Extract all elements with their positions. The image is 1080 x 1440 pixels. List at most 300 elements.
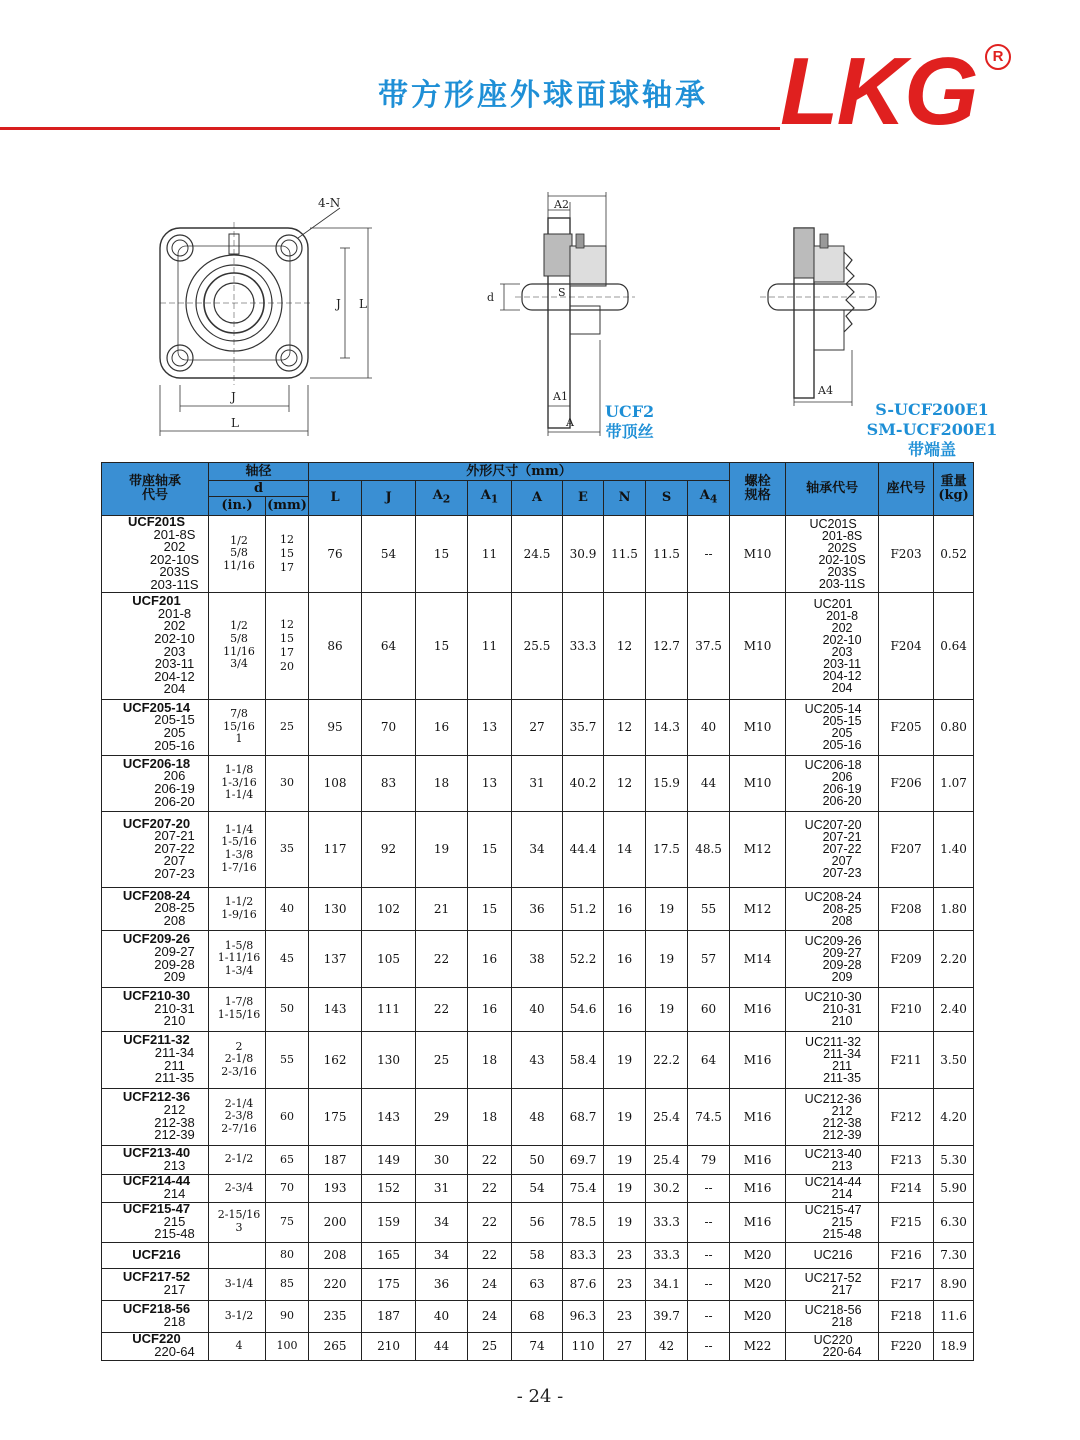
page-number: - 24 - [516, 1386, 564, 1407]
header-bearing-code: 轴承代号 [786, 463, 879, 516]
bore-inch-cell-line: 2-15/16 [217, 1208, 261, 1222]
bore-mm-cell-line: 12 [280, 617, 294, 631]
bearing-code-cell [786, 699, 879, 755]
dim-s-cell: 30.2 [646, 1174, 688, 1202]
dim-j-cell: 175 [362, 1268, 416, 1300]
bore-inch-cell [209, 1332, 266, 1360]
bearing-code-cell [786, 1268, 879, 1300]
dim-a1-cell: 16 [468, 987, 512, 1031]
bore-mm-cell-line: 15 [280, 546, 294, 560]
dim-l-cell: 95 [309, 699, 362, 755]
bore-inch-cell-line: 1-9/16 [221, 907, 257, 921]
dim-a-cell: 58 [512, 1242, 563, 1268]
dim-a1-cell: 22 [468, 1242, 512, 1268]
dim-a-cell: 27 [512, 699, 563, 755]
bore-mm-cell-line: 70 [280, 1181, 294, 1195]
dim-e-cell: 87.6 [563, 1268, 604, 1300]
dim-a1-cell: 24 [468, 1268, 512, 1300]
unit-code-cell-line: 206 [163, 768, 186, 784]
unit-code-cell-line: 218 [163, 1314, 186, 1330]
housing-code-cell: F216 [879, 1242, 934, 1268]
unit-code-cell [102, 987, 209, 1031]
bore-mm-cell-line: 45 [280, 951, 294, 965]
unit-code-cell-line: UCF211-32 [123, 1032, 190, 1048]
dim-e-cell: 110 [563, 1332, 604, 1360]
header-N: N [604, 481, 646, 516]
dim-a1-cell: 16 [468, 930, 512, 987]
bore-inch-cell-line: 1-1/2 [224, 894, 254, 908]
bore-inch-cell-line: 15/16 [223, 719, 255, 733]
dim-bolt-cell: M16 [730, 1031, 786, 1088]
bearing-code-cell-line: 209-28 [822, 957, 862, 972]
label-a: A [566, 416, 574, 429]
dim-j-cell: 83 [362, 755, 416, 811]
header-A2: $A_2$ [416, 481, 468, 516]
bore-inch-cell-line: 7/8 [230, 707, 248, 721]
dim-bolt-cell: M16 [730, 1088, 786, 1145]
dim-a2-cell: 29 [416, 1088, 468, 1145]
bore-mm-cell [266, 592, 309, 699]
dim-a-cell: 43 [512, 1031, 563, 1088]
unit-code-cell-line: 212-39 [154, 1127, 195, 1143]
label-j-horizontal: J [231, 390, 236, 404]
dim-a-cell: 54 [512, 1174, 563, 1202]
unit-code-cell [102, 887, 209, 930]
bore-inch-cell [209, 755, 266, 811]
dim-l-cell: 86 [309, 592, 362, 699]
dim-n-cell: 19 [604, 1174, 646, 1202]
bearing-code-cell-line: UC215-47 [804, 1203, 862, 1218]
dim-s-cell: 42 [646, 1332, 688, 1360]
table-row [102, 699, 974, 755]
bore-mm-cell [266, 1268, 309, 1300]
housing-code-cell: F220 [879, 1332, 934, 1360]
table-row [102, 1332, 974, 1360]
unit-code-cell-line: 203-11S [150, 576, 199, 592]
dim-a1-cell: 11 [468, 516, 512, 593]
dim-s-cell: 22.2 [646, 1031, 688, 1088]
unit-code-cell-line: 205-16 [154, 737, 195, 753]
bearing-code-cell-line: 206-19 [822, 782, 862, 797]
dim-e-cell: 44.4 [563, 811, 604, 887]
table-row [102, 811, 974, 887]
bore-mm-cell [266, 887, 309, 930]
bearing-code-cell-line: 213 [831, 1158, 853, 1173]
dim-a1-cell: 22 [468, 1174, 512, 1202]
bearing-code-cell-line: 218 [831, 1315, 853, 1330]
bearing-code-cell-line: 220-64 [822, 1345, 862, 1360]
housing-code-cell: F217 [879, 1268, 934, 1300]
dim-a1-cell: 15 [468, 887, 512, 930]
unit-code-cell [102, 1202, 209, 1242]
dim-a4-cell: -- [688, 1242, 730, 1268]
dim-s-cell: 39.7 [646, 1300, 688, 1332]
unit-code-cell-line: 220-64 [154, 1344, 195, 1360]
dim-e-cell: 96.3 [563, 1300, 604, 1332]
dim-l-cell: 162 [309, 1031, 362, 1088]
caption-ucf2-line1: UCF2 [605, 402, 655, 421]
dim-a-cell: 40 [512, 987, 563, 1031]
unit-code-cell-line: 210 [163, 1013, 186, 1029]
bearing-code-cell-line: 201-8S [821, 528, 863, 543]
housing-code-cell: F214 [879, 1174, 934, 1202]
unit-code-cell-line: UCF213-40 [122, 1144, 191, 1160]
bore-inch-cell-line: 1-3/4 [224, 963, 254, 977]
weight-cell: 5.30 [934, 1145, 974, 1174]
dim-a1-cell: 13 [468, 755, 512, 811]
dim-j-cell: 210 [362, 1332, 416, 1360]
bearing-code-cell-line: 207-23 [822, 866, 862, 881]
dim-a4-cell: -- [688, 1332, 730, 1360]
dim-l-cell: 208 [309, 1242, 362, 1268]
dim-a-cell: 56 [512, 1202, 563, 1242]
dim-l-cell: 193 [309, 1174, 362, 1202]
bore-inch-cell-line: 2-3/8 [224, 1109, 254, 1123]
unit-code-cell-line: 205 [163, 725, 186, 741]
end-cover-drawing [760, 228, 880, 406]
dim-a-cell: 74 [512, 1332, 563, 1360]
unit-code-cell-line: 203S [159, 564, 190, 580]
bearing-code-cell-line: UC210-30 [804, 990, 862, 1005]
label-l-vertical: L [359, 297, 367, 311]
bore-inch-cell [209, 1242, 266, 1268]
unit-code-cell-line: 201-8S [153, 526, 196, 542]
bearing-code-cell [786, 592, 879, 699]
table-row [102, 755, 974, 811]
dim-a1-cell: 11 [468, 592, 512, 699]
dim-s-cell: 19 [646, 930, 688, 987]
table-row [102, 1031, 974, 1088]
bore-inch-cell [209, 987, 266, 1031]
unit-code-cell-line: 209-28 [154, 956, 195, 972]
bore-mm-cell [266, 930, 309, 987]
unit-code-cell-line: UCF210-30 [122, 988, 191, 1004]
dim-s-cell: 14.3 [646, 699, 688, 755]
dim-s-cell: 33.3 [646, 1242, 688, 1268]
unit-code-cell-line: 208-25 [154, 900, 195, 916]
header-housing-code: 座代号 [879, 463, 934, 516]
bearing-code-cell-line: 202S [827, 540, 857, 555]
weight-cell: 2.40 [934, 987, 974, 1031]
dim-n-cell: 16 [604, 987, 646, 1031]
dim-l-cell: 108 [309, 755, 362, 811]
dim-n-cell: 23 [604, 1268, 646, 1300]
bearing-code-cell-line: 212-38 [822, 1115, 862, 1130]
bearing-code-cell-line: 202-10 [822, 632, 862, 647]
bearing-code-cell-line: UC207-20 [804, 818, 862, 833]
dim-bolt-cell: M10 [730, 755, 786, 811]
bore-inch-cell-line: 4 [235, 1338, 243, 1352]
bore-inch-cell-line: 1-1/4 [224, 822, 254, 836]
dim-s-cell: 19 [646, 987, 688, 1031]
label-a1: A1 [553, 390, 568, 403]
dim-l-cell: 220 [309, 1268, 362, 1300]
header-A: A [512, 481, 563, 516]
bore-inch-cell [209, 811, 266, 887]
unit-code-cell-line: 202-10 [154, 630, 195, 646]
bore-mm-cell-line: 15 [280, 631, 294, 645]
bore-inch-cell-line: 2-3/16 [221, 1064, 257, 1078]
table-row [102, 930, 974, 987]
bore-mm-cell-line: 85 [280, 1277, 294, 1291]
dim-a-cell: 24.5 [512, 516, 563, 593]
unit-code-cell-line: UCF201 [132, 593, 181, 609]
housing-code-cell: F215 [879, 1202, 934, 1242]
unit-code-cell [102, 1174, 209, 1202]
dim-e-cell: 51.2 [563, 887, 604, 930]
weight-cell: 7.30 [934, 1242, 974, 1268]
unit-code-cell-line: UCF212-36 [122, 1089, 191, 1105]
dim-a2-cell: 21 [416, 887, 468, 930]
bearing-code-cell-line: 206 [831, 770, 853, 785]
bore-mm-cell-line: 20 [280, 659, 294, 673]
dim-a1-cell: 15 [468, 811, 512, 887]
housing-code-cell: F203 [879, 516, 934, 593]
unit-code-cell [102, 1031, 209, 1088]
dim-a4-cell: 79 [688, 1145, 730, 1174]
dim-bolt-cell: M20 [730, 1268, 786, 1300]
unit-code-cell-line: 206-20 [154, 793, 195, 809]
unit-code-cell [102, 592, 209, 699]
header-dimensions: 外形尺寸（mm） [309, 463, 730, 481]
header-E: E [563, 481, 604, 516]
dim-n-cell: 23 [604, 1242, 646, 1268]
unit-code-cell-line: UCF205-14 [122, 699, 191, 715]
bearing-code-cell-line: 203-11 [823, 656, 862, 671]
bearing-code-cell [786, 1242, 879, 1268]
dim-a1-cell: 24 [468, 1300, 512, 1332]
weight-cell: 0.80 [934, 699, 974, 755]
bore-inch-cell-line: 2-1/8 [224, 1052, 254, 1066]
bore-inch-cell-line: 5/8 [230, 546, 248, 560]
dim-a2-cell: 15 [416, 592, 468, 699]
dim-j-cell: 54 [362, 516, 416, 593]
housing-code-cell: F204 [879, 592, 934, 699]
bearing-code-cell [786, 516, 879, 593]
bore-inch-cell-line: 1-3/16 [221, 775, 257, 789]
weight-cell: 8.90 [934, 1268, 974, 1300]
bearing-code-cell-line: 214 [831, 1187, 853, 1202]
bore-inch-cell-line: 1-3/8 [224, 848, 254, 862]
dim-j-cell: 92 [362, 811, 416, 887]
bore-inch-cell [209, 930, 266, 987]
unit-code-cell-line: 202 [163, 618, 186, 634]
unit-code-cell-line: 211-35 [154, 1070, 195, 1086]
dim-a2-cell: 34 [416, 1242, 468, 1268]
table-row [102, 1268, 974, 1300]
caption-ucf2-line2: 带顶丝 [605, 422, 654, 441]
registered-mark: R [985, 44, 1011, 70]
bearing-code-cell-line: 204-12 [822, 668, 862, 683]
bore-inch-cell-line: 3-1/4 [224, 1276, 254, 1290]
bore-inch-cell [209, 592, 266, 699]
table-row [102, 1088, 974, 1145]
label-a2: A2 [554, 198, 569, 211]
dim-a4-cell: -- [688, 1268, 730, 1300]
page-title: 带方形座外球面球轴承 [378, 78, 708, 113]
table-row [102, 1300, 974, 1332]
unit-code-cell [102, 811, 209, 887]
dim-bolt-cell: M16 [730, 987, 786, 1031]
dim-e-cell: 33.3 [563, 592, 604, 699]
bore-inch-cell-line: 2-1/4 [224, 1096, 254, 1110]
bore-inch-cell-line: 3-1/2 [224, 1308, 254, 1322]
table-row [102, 1174, 974, 1202]
weight-cell: 1.40 [934, 811, 974, 887]
label-s: S [558, 286, 566, 299]
unit-code-cell-line: UCF218-56 [122, 1301, 191, 1317]
bearing-code-cell-line: 201-8 [826, 608, 859, 623]
bore-mm-cell [266, 699, 309, 755]
dim-a4-cell: -- [688, 1300, 730, 1332]
dim-a1-cell: 22 [468, 1202, 512, 1242]
unit-code-cell-line: 212 [163, 1101, 186, 1117]
dim-j-cell: 111 [362, 987, 416, 1031]
dim-bolt-cell: M20 [730, 1242, 786, 1268]
bore-inch-cell [209, 1268, 266, 1300]
bearing-code-cell-line: UC201 [813, 596, 853, 611]
dim-n-cell: 23 [604, 1300, 646, 1332]
header-rule [0, 127, 780, 130]
dim-l-cell: 76 [309, 516, 362, 593]
bearing-code-cell-line: 217 [831, 1283, 853, 1298]
header-mm: (mm) [266, 497, 309, 516]
dim-n-cell: 27 [604, 1332, 646, 1360]
bore-mm-cell [266, 755, 309, 811]
unit-code-cell-line: 214 [163, 1186, 186, 1202]
dim-a2-cell: 16 [416, 699, 468, 755]
bearing-code-cell-line: UC218-56 [804, 1303, 862, 1318]
bearing-code-cell [786, 1031, 879, 1088]
dim-l-cell: 175 [309, 1088, 362, 1145]
unit-code-cell-line: 215 [163, 1213, 186, 1229]
dim-l-cell: 137 [309, 930, 362, 987]
dim-a-cell: 34 [512, 811, 563, 887]
header-d: d [209, 481, 309, 497]
dim-a4-cell: 60 [688, 987, 730, 1031]
dim-bolt-cell: M12 [730, 887, 786, 930]
bearing-code-cell [786, 1332, 879, 1360]
dim-n-cell: 12 [604, 755, 646, 811]
bearing-code-cell-line: 215-48 [822, 1227, 862, 1242]
dim-bolt-cell: M10 [730, 592, 786, 699]
bore-inch-cell-line: 2 [235, 1039, 243, 1053]
dim-n-cell: 14 [604, 811, 646, 887]
unit-code-cell-line: 208 [163, 912, 186, 928]
bearing-code-cell-line: 209 [831, 969, 853, 984]
bearing-code-cell-line: 203 [831, 644, 853, 659]
dim-a-cell: 50 [512, 1145, 563, 1174]
bearing-code-cell-line: 210 [831, 1014, 853, 1029]
dim-a2-cell: 34 [416, 1202, 468, 1242]
bore-mm-cell-line: 65 [280, 1152, 294, 1166]
header-A4: $A_4$ [688, 481, 730, 516]
dim-e-cell: 58.4 [563, 1031, 604, 1088]
bore-inch-cell-line: 2-7/16 [221, 1121, 257, 1135]
bearing-code-cell-line: UC217-52 [804, 1271, 862, 1286]
dim-a1-cell: 18 [468, 1031, 512, 1088]
dim-j-cell: 152 [362, 1174, 416, 1202]
unit-code-cell-line: 210-31 [154, 1000, 195, 1016]
dim-s-cell: 15.9 [646, 755, 688, 811]
bearing-code-cell-line: UC214-44 [804, 1175, 862, 1190]
dim-e-cell: 75.4 [563, 1174, 604, 1202]
unit-code-cell-line: UCF209-26 [122, 931, 191, 947]
dim-j-cell: 187 [362, 1300, 416, 1332]
dim-bolt-cell: M16 [730, 1145, 786, 1174]
bearing-code-cell-line: 206-20 [822, 794, 862, 809]
bore-inch-cell [209, 1088, 266, 1145]
bore-inch-cell-line: 5/8 [230, 631, 248, 645]
header-A1: $A_1$ [468, 481, 512, 516]
unit-code-cell-line: 202-10S [149, 551, 200, 567]
unit-code-cell-line: UCF206-18 [122, 755, 191, 771]
bearing-code-cell-line: 209-27 [822, 945, 862, 960]
header-unit-code: 带座轴承 代号 [102, 463, 209, 516]
unit-code-cell [102, 755, 209, 811]
housing-code-cell: F205 [879, 699, 934, 755]
dim-j-cell: 149 [362, 1145, 416, 1174]
label-4-n: 4-N [318, 196, 341, 210]
bearing-code-cell-line: UC220 [813, 1333, 853, 1348]
dim-s-cell: 33.3 [646, 1202, 688, 1242]
bearing-code-cell-line: 210-31 [822, 1002, 862, 1017]
unit-code-cell-line: UCF214-44 [122, 1173, 191, 1189]
dim-l-cell: 235 [309, 1300, 362, 1332]
bearing-code-cell-line: 205-15 [822, 714, 862, 729]
bore-inch-cell-line: 11/16 [223, 644, 255, 658]
dim-s-cell: 11.5 [646, 516, 688, 593]
dim-bolt-cell: M22 [730, 1332, 786, 1360]
dim-a-cell: 25.5 [512, 592, 563, 699]
bore-mm-cell [266, 987, 309, 1031]
bore-inch-cell [209, 887, 266, 930]
unit-code-cell-line: UCF207-20 [122, 815, 191, 831]
bore-inch-cell-line: 1-7/16 [221, 860, 257, 874]
dim-a2-cell: 25 [416, 1031, 468, 1088]
bearing-code-cell-line: 211 [832, 1058, 853, 1073]
bore-inch-cell-line: 1-11/16 [217, 951, 261, 965]
dim-a1-cell: 18 [468, 1088, 512, 1145]
dim-n-cell: 12 [604, 592, 646, 699]
unit-code-cell-line: UCF216 [132, 1246, 181, 1262]
housing-code-cell: F210 [879, 987, 934, 1031]
table-row [102, 1242, 974, 1268]
unit-code-cell-line: 209-27 [154, 943, 195, 959]
housing-code-cell: F208 [879, 887, 934, 930]
dim-a4-cell: -- [688, 1202, 730, 1242]
bore-mm-cell [266, 811, 309, 887]
unit-code-cell-line: 205-15 [154, 712, 195, 728]
unit-code-cell-line: 217 [163, 1282, 186, 1298]
dim-n-cell: 16 [604, 930, 646, 987]
unit-code-cell-line: 211-34 [154, 1044, 195, 1060]
weight-cell: 1.80 [934, 887, 974, 930]
unit-code-cell-line: UCF217-52 [122, 1269, 191, 1285]
bearing-code-cell-line: UC208-24 [804, 889, 862, 904]
bore-mm-cell-line: 17 [280, 560, 294, 574]
dim-j-cell: 64 [362, 592, 416, 699]
bore-inch-cell [209, 1145, 266, 1174]
unit-code-cell-line: 201-8 [157, 605, 192, 621]
bore-mm-cell-line: 60 [280, 1109, 294, 1123]
front-view-drawing [160, 208, 372, 436]
bore-mm-cell-line: 55 [280, 1052, 294, 1066]
bore-inch-cell-line: 1-1/4 [224, 788, 254, 802]
bore-inch-cell-line: 1-7/8 [224, 995, 254, 1009]
dim-j-cell: 159 [362, 1202, 416, 1242]
bearing-code-cell-line: 208 [831, 913, 853, 928]
